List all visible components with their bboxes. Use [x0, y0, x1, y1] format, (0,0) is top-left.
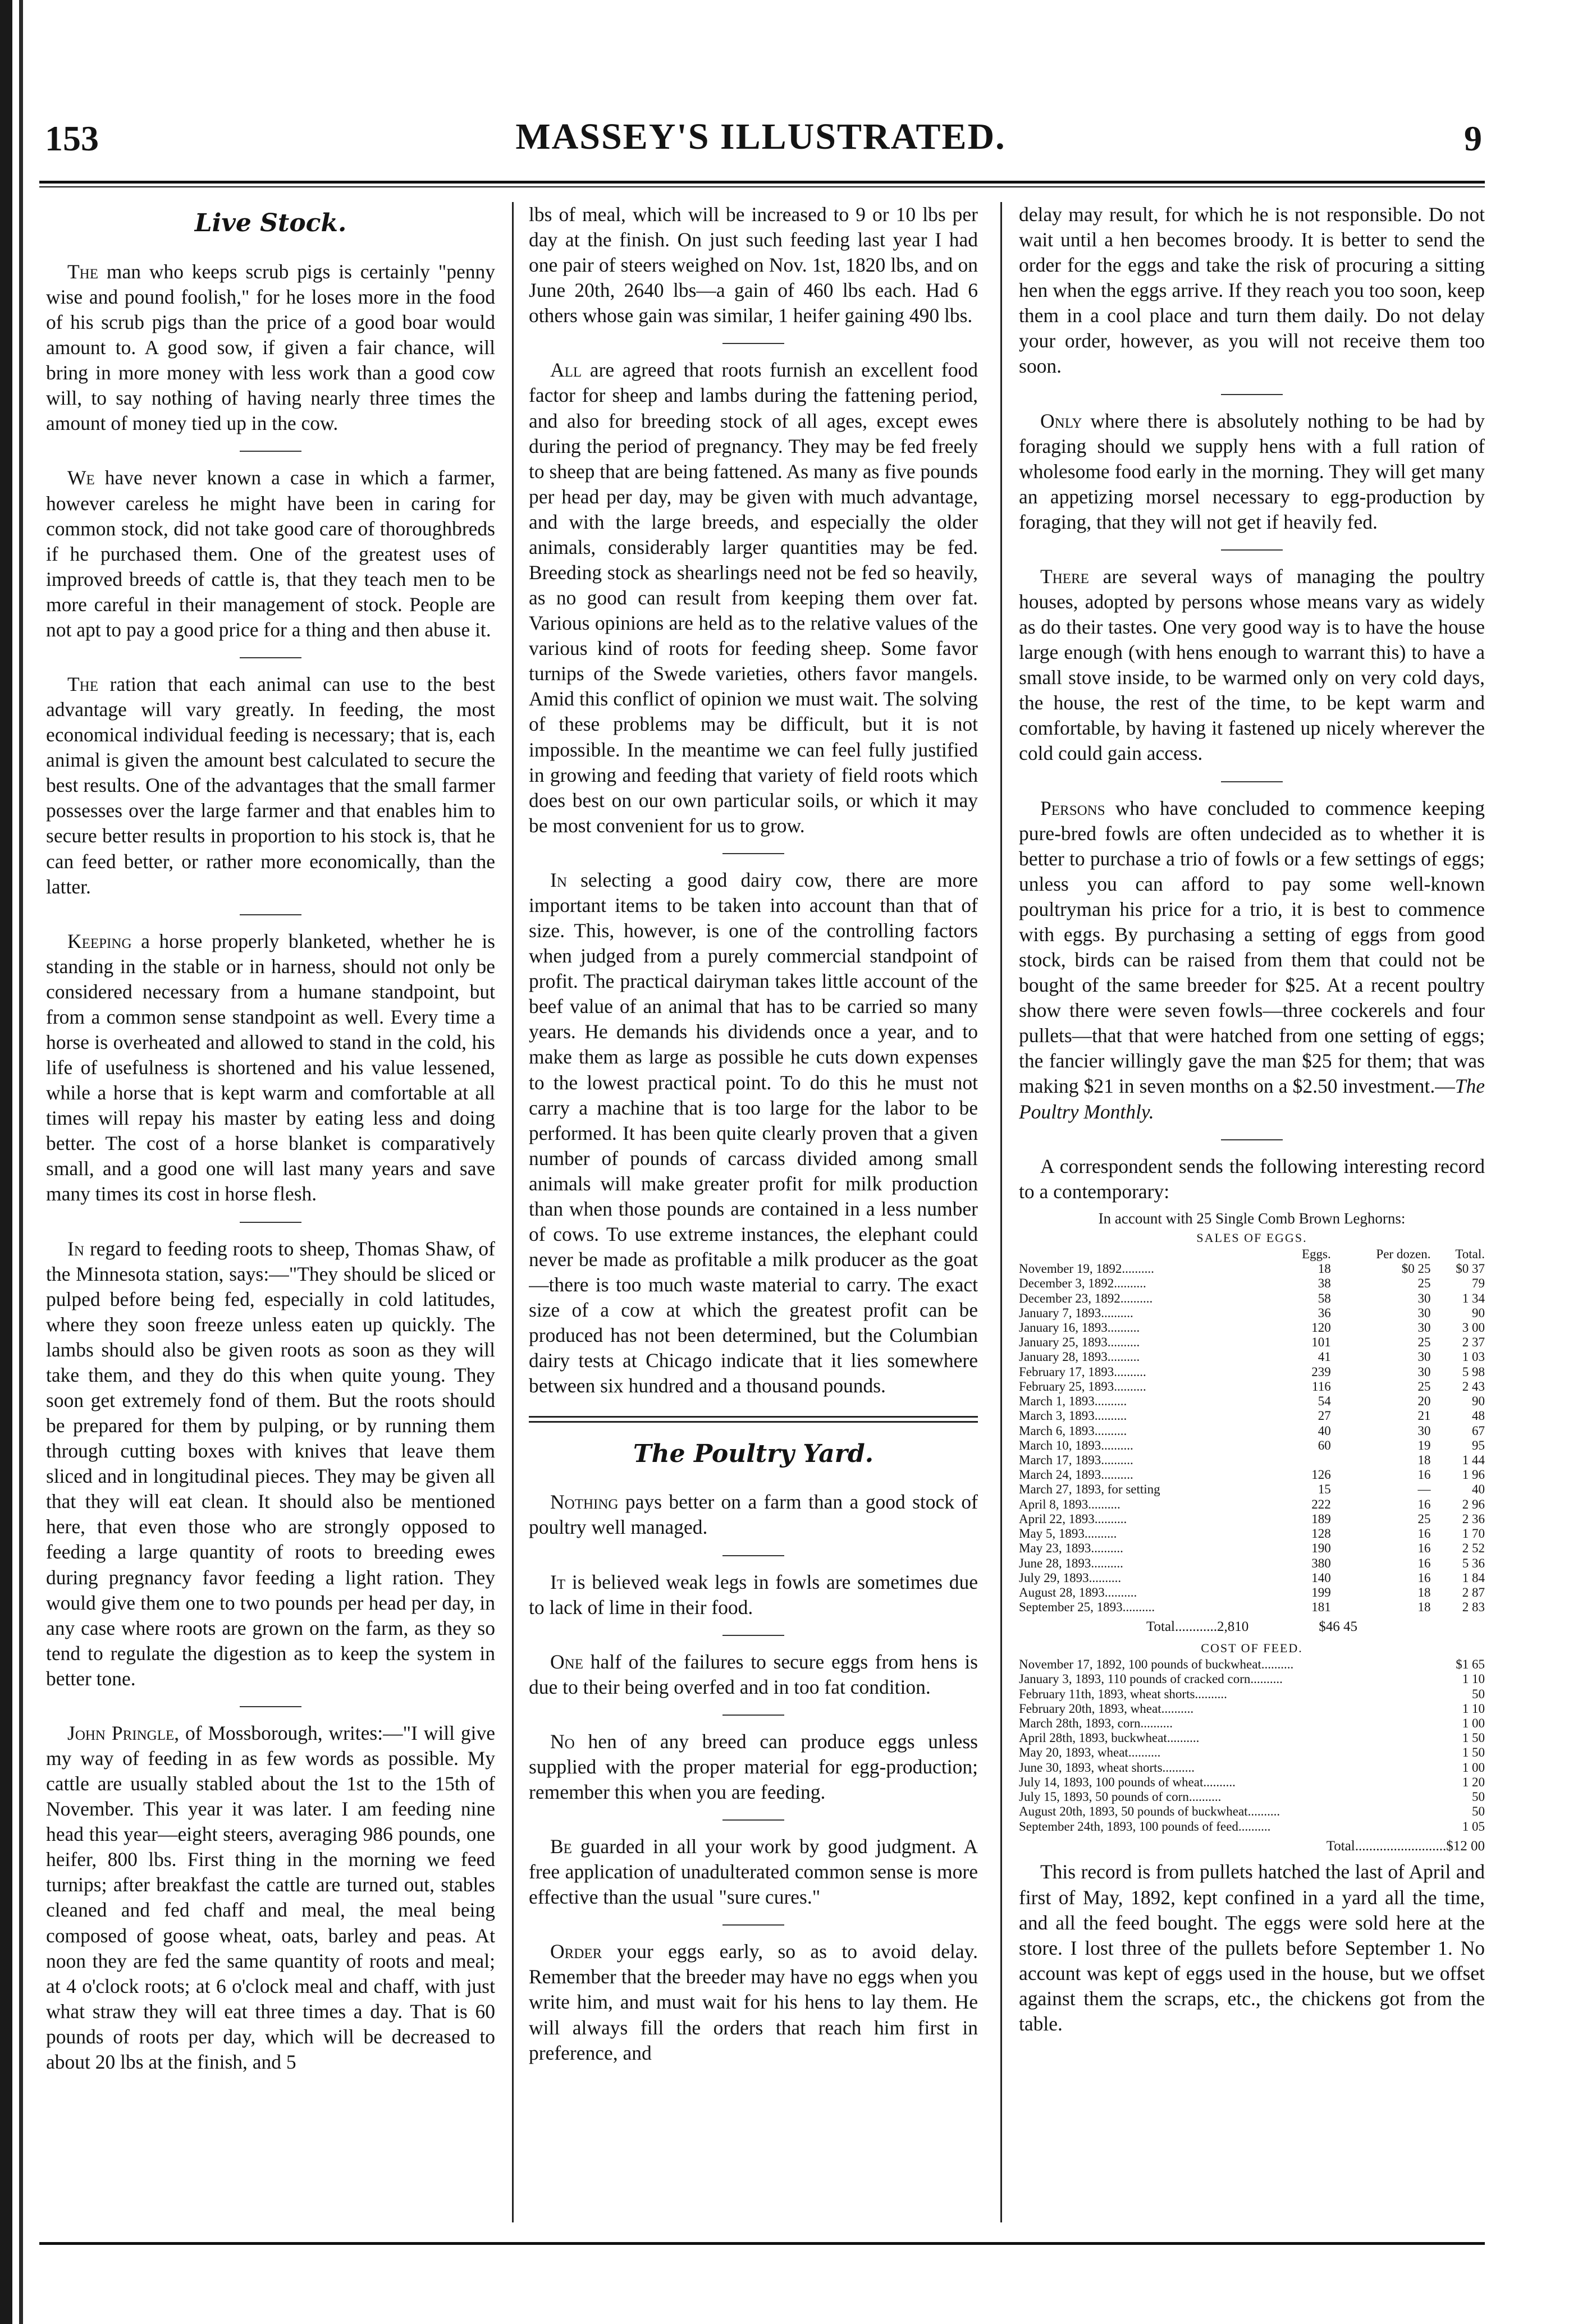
value-cell: 48 [1472, 1409, 1485, 1423]
value-cell: 16 [1417, 1527, 1431, 1541]
header-rule-thin [39, 186, 1485, 187]
value-cell: 5 36 [1462, 1556, 1485, 1570]
value-cell: 25 [1417, 1335, 1431, 1350]
item-cell: July 14, 1893, 100 pounds of wheat.......... [1019, 1775, 1236, 1789]
header-rule [39, 181, 1485, 184]
table-row [1019, 1350, 1485, 1364]
value-cell: 25 [1417, 1511, 1431, 1526]
article-paragraph: This record is from pullets hatched the last of April and first of May, 1892, kept confined in a yard all the time, and all the feed bought. The eggs were sold here at the store. I lost three of the pullets before September 1. No account was kept of eggs used in the house, but we offset against them the scraps, etc., the chickens got from the table. [1019, 1860, 1485, 2035]
table-row [1019, 1497, 1485, 1512]
record-intro: In account with 25 Single Comb Brown Leghorns: [1098, 1209, 1406, 1227]
separator [722, 1924, 784, 1926]
value-cell: 16 [1417, 1541, 1431, 1556]
table-row [1019, 1600, 1485, 1615]
item-cell: September 24th, 1893, 100 pounds of feed.......... [1019, 1819, 1271, 1833]
value-cell: 3 00 [1462, 1321, 1485, 1335]
table-row [1019, 1804, 1485, 1819]
article-paragraph: We have never known a case in which a farmer, however careless he might have been in caring for common stock, did not take good care of thoroughbreds if he purchased them. One of the greatest uses of improved breeds of cattle is, that they teach men to be more careful in their management of stock. People are not apt to pay a good price for a thing and then abuse it. [46, 466, 495, 641]
value-cell [1278, 1453, 1331, 1468]
date-cell: November 19, 1892.......... [1019, 1262, 1154, 1276]
date-cell: March 24, 1893.......... [1019, 1468, 1133, 1482]
separator [1221, 781, 1283, 782]
table-row [1019, 1790, 1485, 1804]
value-cell: 27 [1318, 1409, 1331, 1423]
separator [722, 1555, 784, 1556]
table-row [1019, 1672, 1485, 1686]
table-row [1019, 1276, 1485, 1291]
value-cell: 128 [1311, 1527, 1331, 1541]
date-cell: May 5, 1893.......... [1019, 1527, 1117, 1541]
table-row [1019, 1424, 1485, 1438]
item-cell: May 20, 1893, wheat.......... [1019, 1745, 1161, 1760]
value-cell: 380 [1311, 1556, 1331, 1570]
table-row [1019, 1335, 1485, 1350]
value-cell: 2 36 [1462, 1511, 1485, 1526]
item-cell: August 20th, 1893, 50 pounds of buckwheat.......... [1019, 1804, 1280, 1819]
table-row [1019, 1306, 1485, 1321]
sales-total: Total............2,810 $46 45 [1146, 1619, 1357, 1635]
separator [722, 853, 784, 854]
value-cell: 190 [1311, 1541, 1331, 1556]
value-cell: 90 [1472, 1305, 1485, 1320]
value-cell: 30 [1417, 1423, 1431, 1438]
value-cell: 239 [1311, 1364, 1331, 1379]
item-cell: November 17, 1892, 100 pounds of buckwheat.......... [1019, 1657, 1294, 1672]
table-row [1019, 1745, 1485, 1760]
date-cell: March 6, 1893.......... [1019, 1423, 1127, 1438]
value-cell: 101 [1311, 1335, 1331, 1350]
table-row [1019, 1438, 1485, 1453]
table-row [1019, 1571, 1485, 1585]
section-heading-live-stock: Live Stock. [194, 209, 347, 237]
page [39, 34, 1566, 2301]
value-cell: 1 84 [1462, 1570, 1485, 1585]
table-row [1019, 1775, 1485, 1790]
value-cell: 199 [1311, 1585, 1331, 1599]
separator [240, 1222, 301, 1223]
value-cell: 38 [1318, 1276, 1331, 1291]
value-cell: 30 [1417, 1321, 1431, 1335]
date-cell: April 22, 1893.......... [1019, 1511, 1127, 1526]
amount-cell: 1 50 [1462, 1745, 1485, 1760]
column-rule-1 [512, 202, 514, 2222]
table-row [1019, 1365, 1485, 1379]
separator [1221, 1139, 1283, 1140]
page-number-left: 153 [45, 118, 99, 158]
separator [1221, 394, 1283, 395]
sales-table-title: SALES OF EGGS. [1196, 1231, 1307, 1245]
date-cell: March 27, 1893, for setting [1019, 1482, 1160, 1497]
table-row [1019, 1716, 1485, 1731]
value-cell: $0 25 [1401, 1262, 1431, 1276]
table-row [1019, 1761, 1485, 1775]
column-rule-2 [1000, 202, 1002, 2222]
amount-cell: 50 [1472, 1804, 1485, 1819]
article-paragraph: A correspondent sends the following interesting record to a contemporary: [1019, 1154, 1485, 1203]
date-cell: May 23, 1893.......... [1019, 1541, 1123, 1556]
amount-cell: 1 05 [1462, 1819, 1485, 1833]
article-paragraph: Order your eggs early, so as to avoid delay. Remember that the breeder may have no eggs when you write him, and must wait for his hens to lay them. He will always fill the orders that reach him first in preference, and [529, 1940, 978, 2064]
amount-cell: 1 20 [1462, 1775, 1485, 1789]
item-cell: February 20th, 1893, wheat.......... [1019, 1701, 1194, 1716]
article-paragraph: There are several ways of managing the poultry houses, adopted by persons whose means vary as widely as do their tastes. One very good way is to have the house large enough (with hens enough to warrant this) to have a small stove inside, to be warmed only on very cold days, the house, the rest of the time, to be kept warm and comfortable, by having it fastened up nicely wherever the cold could gain access. [1019, 565, 1485, 765]
separator [722, 1819, 784, 1821]
date-cell: January 25, 1893.......... [1019, 1335, 1140, 1350]
separator [722, 343, 784, 344]
article-paragraph: delay may result, for which he is not responsible. Do not wait until a hen becomes broody. It is better to send the order for the eggs and take the risk of procuring a sitting hen when the eggs arrive. If they reach you too soon, keep them in a cool place and turn them daily. Do not delay your order, however, as you will not receive them too soon. [1019, 203, 1485, 378]
binding-edge [0, 0, 12, 2324]
value-cell: 25 [1417, 1379, 1431, 1394]
date-cell: March 3, 1893.......... [1019, 1409, 1127, 1423]
date-cell: February 25, 1893.......... [1019, 1379, 1146, 1394]
separator [240, 1706, 301, 1707]
separator [240, 914, 301, 915]
value-cell: 1 03 [1462, 1350, 1485, 1364]
value-cell: 18 [1417, 1600, 1431, 1615]
article-paragraph: John Pringle, of Mossborough, writes:—"I will give my way of feeding in as few words as possible. My cattle are usually stabled about the 1st to the 15th of November. This year it was later. I am feeding nine head this year—eight steers, averaging 986 pounds, one heifer, 800 lbs. First thing in the morning we feed turnips; after breakfast the cattle are turned out, stables cleaned and fed chaff and meal, the meal being composed of goose wheat, oats, barley and peas. At noon they are fed the same quantity of roots and meal; at 4 o'clock roots; at 6 o'clock meal and chaff, with just what straw they will eat three times a day. That is 60 pounds of roots per day, which will be decreased to about 20 lbs at the finish, and 5 [46, 1721, 495, 2073]
date-cell: September 25, 1893.......... [1019, 1600, 1155, 1615]
value-cell: 21 [1417, 1409, 1431, 1423]
page-number-right: 9 [1464, 118, 1482, 158]
separator [240, 451, 301, 452]
feed-table [1019, 1657, 1485, 1834]
value-cell: 16 [1417, 1497, 1431, 1511]
article-paragraph: The man who keeps scrub pigs is certainly "penny wise and pound foolish," for he loses more in the food of his scrub pigs than the price of a good boar would amount to. A good sow, if given a fair chance, will bring in more money with less work than a good cow will, to say nothing of having nearly three times the amount of money tied up in the cow. [46, 260, 495, 435]
date-cell: April 8, 1893.......... [1019, 1497, 1120, 1511]
value-cell: 1 96 [1462, 1468, 1485, 1482]
value-cell: 222 [1311, 1497, 1331, 1511]
date-cell: January 28, 1893.......... [1019, 1350, 1140, 1364]
article-paragraph: Only where there is absolutely nothing to be had by foraging should we supply hens with a full ration of wholesome food early in the morning. They will get many an appetizing morsel necessary to egg-production by foraging, that they will not get if heavily fed. [1019, 409, 1485, 533]
separator [1221, 549, 1283, 551]
amount-cell: 1 00 [1462, 1716, 1485, 1730]
table-row [1019, 1819, 1485, 1834]
value-cell: 36 [1318, 1305, 1331, 1320]
value-cell: 60 [1318, 1438, 1331, 1452]
value-cell: 30 [1417, 1305, 1431, 1320]
sales-table [1019, 1247, 1485, 1615]
amount-cell: 50 [1472, 1686, 1485, 1701]
table-row [1019, 1527, 1485, 1541]
table-row [1019, 1585, 1485, 1600]
value-cell: 58 [1318, 1291, 1331, 1305]
date-cell: August 28, 1893.......... [1019, 1585, 1137, 1599]
table-row [1019, 1556, 1485, 1571]
table-row [1019, 1541, 1485, 1556]
running-header [39, 112, 1482, 174]
value-cell: 30 [1417, 1291, 1431, 1305]
column-3 [1019, 202, 1485, 2037]
value-cell: 19 [1417, 1438, 1431, 1452]
value-cell: 140 [1311, 1570, 1331, 1585]
value-cell: 30 [1417, 1350, 1431, 1364]
article-paragraph: One half of the failures to secure eggs from hens is due to their being overfed and in too fat condition. [529, 1650, 978, 1698]
value-cell: 116 [1312, 1379, 1331, 1394]
item-cell: March 28th, 1893, corn.......... [1019, 1716, 1173, 1730]
item-cell: June 30, 1893, wheat shorts.......... [1019, 1760, 1195, 1775]
value-cell: 41 [1318, 1350, 1331, 1364]
table-row [1019, 1394, 1485, 1409]
amount-cell: 1 50 [1462, 1731, 1485, 1745]
item-cell: July 15, 1893, 50 pounds of corn.......... [1019, 1790, 1222, 1804]
table-row [1019, 1262, 1485, 1276]
value-cell: 2 37 [1462, 1335, 1485, 1350]
value-cell: 16 [1417, 1468, 1431, 1482]
separator [722, 1715, 784, 1716]
value-cell: 16 [1417, 1570, 1431, 1585]
column-2 [529, 202, 978, 2066]
date-cell: March 1, 1893.......... [1019, 1394, 1127, 1409]
item-cell: April 28th, 1893, buckwheat.......... [1019, 1731, 1200, 1745]
table-row [1019, 1482, 1485, 1497]
value-cell: 67 [1472, 1423, 1485, 1438]
value-cell: 54 [1318, 1394, 1331, 1409]
table-row [1019, 1291, 1485, 1306]
article-paragraph: Persons who have concluded to commence keeping pure-bred fowls are often undecided as to whether it is better to purchase a trio of fowls or a few settings of eggs; unless you can afford to pay some well-known poultryman his price for a trio, it is best to commence with eggs. By purchasing a setting of eggs from good stock, birds can be raised from them that could not be bought of the same breeder for $25. At a recent poultry show there were seven fowls—three cockerels and four pullets—that that were hatched from one setting of eggs; the fancier willingly gave the man $25 for them; that was making $21 in seven months on a $2.50 investment.—The Poultry Monthly. [1019, 796, 1485, 1123]
value-cell: 2 43 [1462, 1379, 1485, 1394]
amount-cell: 50 [1472, 1790, 1485, 1804]
column-header: Eggs. [1301, 1246, 1331, 1261]
article-paragraph: Keeping a horse properly blanketed, whether he is standing in the stable or in harness, should not only be considered necessary from a humane standpoint, but from a common sense standpoint as well. Every time a horse is overheated and allowed to stand in the cold, his life of usefulness is shortened and his value lessened, while a horse that is kept warm and comfortable at all times will repay his master by eating less and doing better. The cost of a horse blanket is comparatively small, and a good one will last many years and save many times its cost in horse flesh. [46, 929, 495, 1205]
value-cell: 2 96 [1462, 1497, 1485, 1511]
amount-cell: 1 10 [1462, 1672, 1485, 1686]
value-cell: — [1417, 1482, 1431, 1497]
amount-cell: $1 65 [1456, 1657, 1485, 1672]
value-cell: 18 [1318, 1262, 1331, 1276]
separator [240, 657, 301, 658]
value-cell: 40 [1472, 1482, 1485, 1497]
item-cell: February 11th, 1893, wheat shorts.......... [1019, 1686, 1227, 1701]
value-cell: 5 98 [1462, 1364, 1485, 1379]
feed-table-title: COST OF FEED. [1201, 1641, 1303, 1656]
date-cell: February 17, 1893.......... [1019, 1364, 1146, 1379]
value-cell: 2 83 [1462, 1600, 1485, 1615]
date-cell: March 10, 1893.......... [1019, 1438, 1133, 1452]
table-row [1019, 1321, 1485, 1335]
date-cell: January 7, 1893.......... [1019, 1305, 1133, 1320]
section-heading-poultry-yard: The Poultry Yard. [633, 1439, 874, 1468]
table-row [1019, 1702, 1485, 1716]
table-row [1019, 1657, 1485, 1672]
article-paragraph: Nothing pays better on a farm than a good stock of poultry well managed. [529, 1491, 978, 1539]
column-header: Per dozen. [1376, 1246, 1431, 1261]
binding-rule [19, 0, 23, 2324]
value-cell: 181 [1311, 1600, 1331, 1615]
value-cell: 126 [1311, 1468, 1331, 1482]
value-cell: 1 70 [1462, 1527, 1485, 1541]
value-cell: 2 52 [1462, 1541, 1485, 1556]
table-row [1019, 1379, 1485, 1394]
value-cell: 18 [1417, 1585, 1431, 1599]
footer-rule [39, 2242, 1485, 2245]
value-cell: 189 [1311, 1511, 1331, 1526]
value-cell: 95 [1472, 1438, 1485, 1452]
value-cell: 18 [1417, 1453, 1431, 1468]
date-cell: January 16, 1893.......... [1019, 1321, 1140, 1335]
article-paragraph: The ration that each animal can use to the best advantage will vary greatly. In feeding, the most economical individual feeding is necessary; that is, each animal is given the amount best calculated to secure the best results. One of the advantages that the small farmer possesses over the large farmer and that enables him to secure better results in proportion to his stock is, that he can feed better, or rather more economically, than the latter. [46, 672, 495, 898]
value-cell: 16 [1417, 1556, 1431, 1570]
value-cell: 1 44 [1462, 1453, 1485, 1468]
value-cell: 20 [1417, 1394, 1431, 1409]
journal-title: MASSEY'S ILLUSTRATED. [515, 116, 1006, 157]
value-cell: 79 [1472, 1276, 1485, 1291]
feed-total: Total..........................$12 00 [1326, 1838, 1485, 1854]
article-paragraph: All are agreed that roots furnish an excellent food factor for sheep and lambs during the fattening period, and also for breeding stock of all ages, except ewes during the period of pregnancy. They may be fed freely to sheep that are being fattened. As many as five pounds per head per day, may be given with much advantage, and with the large breeds, and especially the older animals, considerably larger quantities may be fed. Breeding stock as shearlings need not be fed so heavily, as no good can result from keeping them over fat. Various opinions are held as to the relative values of the various kind of roots for feeding sheep. Some favor turnips of the Swede varieties, others favor mangels. Amid this conflict of opinion we must wait. The solving of these problems may be difficult, but it is not impossible. In the meantime we can feel fully justified in growing and feeding that variety of field roots which does best on our own particular soils, or which it may be most convenient for us to grow. [529, 359, 978, 837]
value-cell: 30 [1417, 1364, 1431, 1379]
value-cell: 15 [1318, 1482, 1331, 1497]
date-cell: June 28, 1893.......... [1019, 1556, 1123, 1570]
amount-cell: 1 10 [1462, 1701, 1485, 1716]
value-cell: 2 87 [1462, 1585, 1485, 1599]
value-cell: 25 [1417, 1276, 1431, 1291]
value-cell: 1 34 [1462, 1291, 1485, 1305]
table-row [1019, 1409, 1485, 1423]
table-header-row [1019, 1247, 1485, 1262]
table-row [1019, 1468, 1485, 1482]
date-cell: July 29, 1893.......... [1019, 1570, 1122, 1585]
value-cell: 120 [1311, 1321, 1331, 1335]
table-row [1019, 1453, 1485, 1468]
column-header: Total. [1455, 1246, 1485, 1261]
source-citation: The Poultry Monthly. [1019, 1075, 1485, 1123]
article-paragraph: In regard to feeding roots to sheep, Thomas Shaw, of the Minnesota station, says:—"They should be sliced or pulped before being fed, especially in cold latitudes, where they soon freeze unless eaten up quickly. The lambs should also be given roots as soon as they will take them, and they do this when quite young. They soon get extremely fond of them. But the roots should be prepared for them by pulping, or by running them through cutting boxes with knives that leave them sliced and in longitudinal pieces. They may be given all that they will eat clean. It should also be mentioned here, that even those who are strongly opposed to feeding a large quantity of roots to breeding ewes during pregnancy favor feeding a light ration. They would give them one to two pounds per head per day, in any case where roots are grown on the farm, as they so tend to regulate the digestion as to keep the system in better tone. [46, 1237, 495, 1690]
table-row [1019, 1687, 1485, 1702]
separator [722, 1635, 784, 1636]
amount-cell: 1 00 [1462, 1760, 1485, 1775]
table-row [1019, 1512, 1485, 1527]
value-cell: 40 [1318, 1423, 1331, 1438]
article-paragraph: It is believed weak legs in fowls are sometimes due to lack of lime in their food. [529, 1570, 978, 1619]
value-cell: $0 37 [1456, 1262, 1485, 1276]
article-paragraph: lbs of meal, which will be increased to 9 or 10 lbs per day at the finish. On just such feeding last year I had one pair of steers weighed on Nov. 1st, 1820 lbs, and on June 20th, 2640 lbs—a gain of 460 lbs each. Had 6 others whose gain was similar, 1 heifer gaining 490 lbs. [529, 203, 978, 327]
column-1 [46, 202, 495, 2075]
table-row [1019, 1731, 1485, 1745]
section-divider [529, 1416, 978, 1423]
date-cell: December 3, 1892.......... [1019, 1276, 1146, 1291]
value-cell: 90 [1472, 1394, 1485, 1409]
date-cell: December 23, 1892.......... [1019, 1291, 1153, 1305]
date-cell: March 17, 1893.......... [1019, 1453, 1133, 1468]
item-cell: January 3, 1893, 110 pounds of cracked corn.......... [1019, 1672, 1283, 1686]
article-paragraph: Be guarded in all your work by good judgment. A free application of unadulterated common sense is more effective than the usual "sure cures." [529, 1835, 978, 1909]
article-paragraph: No hen of any breed can produce eggs unless supplied with the proper material for egg-production; remember this when you are feeding. [529, 1730, 978, 1804]
article-paragraph: In selecting a good dairy cow, there are more important items to be taken into account than that of size. This, however, is one of the controlling factors when judged from a purely commercial standpoint of profit. The practical dairyman takes little account of the beef value of an animal that has to be carried so many years. He demands his dividends once a year, and to make them as large as possible he cuts down expenses to the lowest practical point. To do this he must not carry a machine that is too large for the labor to be performed. It has been quite clearly proven that a given number of pounds of carcass divided among small animals will make greater profit for milk production than when those pounds are contained in a less number of cows. To use extreme instances, the elephant could never be made as profitable a milk producer as the goat—there is too much waste material to carry. The exact size of a cow at which the greatest profit can be produced has not been determined, but the Columbian dairy tests at Chicago indicate that it lies somewhere between six hundred and a thousand pounds. [529, 868, 978, 1397]
